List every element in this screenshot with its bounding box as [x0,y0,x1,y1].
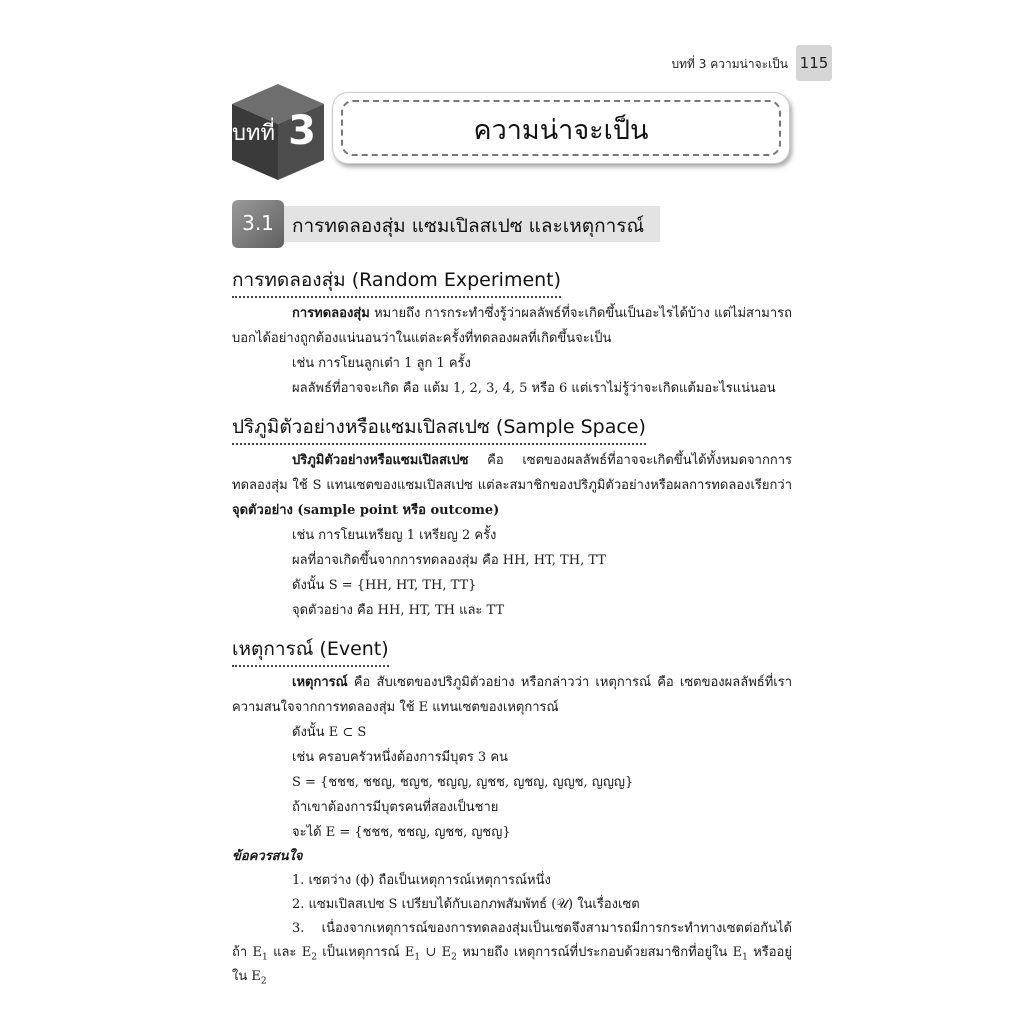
sample-space-outcomes: ผลที่อาจเกิดขึ้นจากการทดลองสุ่ม คือ HH, HT, TH, TT [292,553,606,568]
sample-space-therefore: ดังนั้น S = {HH, HT, TH, TT} [292,578,477,593]
section-number: 3.1 [242,211,274,235]
event-therefore: ดังนั้น E ⊂ S [292,725,367,740]
heading-event: เหตุการณ์ (Event) [232,634,389,667]
text: ใน E [232,969,261,984]
page-number: 115 [796,45,832,81]
subscript: 1 [262,952,268,961]
def-text: หมายถึง การกระทำซึ่งรู้ว่าผลลัพธ์ที่จะเกิดขึ้นเป็นอะไรได้บ้าง แต่ไม่สามารถ [369,306,792,321]
def-text: คือ เซตของผลลัพธ์ที่อาจจะเกิดขึ้นได้ทั้งหมดจากการ [468,453,792,468]
chapter-title: ความน่าจะเป็น [473,115,649,146]
subscript: 1 [414,952,421,961]
text: และ E [267,945,312,960]
event-s-set: S = {ชชช, ชชญ, ชญช, ชญญ, ญชช, ญชญ, ญญช, ญญญ} [292,775,634,790]
sample-space-example: เช่น การโยนเหรียญ 1 เหรียญ 2 ครั้ง [292,528,497,543]
sample-space-point-line [232,499,499,520]
notes-item-3-line1: 3. เนื่องจากเหตุการณ์ของการทดลองสุ่มเป็นเซตจึงสามารถมีการกระทำทางเซตต่อกันได้ [292,921,792,936]
sample-point-english: (sample point หรือ outcome) [292,503,500,518]
term-sample-point: จุดตัวอย่าง [232,503,293,518]
text: ∪ E [420,945,452,960]
random-experiment-def-line2: บอกได้อย่างถูกต้องแน่นอนว่าในแต่ละครั้งที่ทดลองผลที่เกิดขึ้นจะเป็น [232,331,612,346]
random-experiment-outcome: ผลลัพธ์ที่อาจจะเกิด คือ แต้ม 1, 2, 3, 4, 5 หรือ 6 แต่เราไม่รู้ว่าจะเกิดแต้มอะไรแน่นอน [292,381,776,396]
event-def-line2: ความสนใจจากการทดลองสุ่ม ใช้ E แทนเซตของเหตุการณ์ [232,700,559,715]
section-title: การทดลองสุ่ม แซมเปิลสเปซ และเหตุการณ์ [292,215,645,237]
chapter-number: 3 [288,108,316,154]
subscript: 2 [451,952,457,961]
term-sample-space: ปริภูมิตัวอย่างหรือแซมเปิลสเปซ [292,453,469,468]
text: หรืออยู่ [747,945,792,960]
notes-heading: ข้อควรสนใจ [232,849,303,864]
heading-sample-space: ปริภูมิตัวอย่างหรือแซมเปิลสเปซ (Sample Space) [232,412,646,445]
sample-space-points: จุดตัวอย่าง คือ HH, HT, TH และ TT [292,603,505,618]
running-header-title: บทที่ 3 ความน่าจะเป็น [671,57,788,71]
notes-item-2: 2. แซมเปิลสเปซ S เปรียบได้กับเอกภพสัมพัทธ์ (𝒰) ในเรื่องเซต [292,897,640,912]
text: เป็นเหตุการณ์ E [316,945,415,960]
event-def-line1 [292,671,792,691]
sample-space-def-line2: ทดลองสุ่ม ใช้ S แทนเซตของแซมเปิลสเปซ แต่ละสมาชิกของปริภูมิตัวอย่างหรือผลการทดลองเรียกว่า [232,478,792,493]
term-event: เหตุการณ์ [292,675,348,690]
def-text: คือ สับเซตของปริภูมิตัวอย่าง หรือกล่าวว่า เหตุการณ์ คือ เซตของผลลัพธ์ที่เรา [353,675,792,690]
text: หมายถึง เหตุการณ์ที่ประกอบด้วยสมาชิกที่อยู่ใน E [456,945,743,960]
notes-item-1: 1. เซตว่าง (ϕ) ถือเป็นเหตุการณ์เหตุการณ์หนึ่ง [292,873,551,888]
heading-random-experiment: การทดลองสุ่ม (Random Experiment) [232,265,561,298]
subscript: 2 [260,976,267,987]
event-e-set: จะได้ E = {ชชช, ชชญ, ญชช, ญชญ} [292,825,511,840]
chapter-label: บทที่ [232,121,275,146]
event-condition: ถ้าเขาต้องการมีบุตรคนที่สองเป็นชาย [292,800,499,815]
notes-item-3-line2 [232,941,792,961]
notes-item-3-line3 [232,965,267,987]
random-experiment-def-line1 [292,302,792,322]
term-random-experiment: การทดลองสุ่ม [292,306,370,321]
event-example: เช่น ครอบครัวหนึ่งต้องการมีบุตร 3 คน [292,750,508,765]
text: ถ้า E [232,945,262,960]
subscript: 2 [311,952,317,961]
random-experiment-example: เช่น การโยนลูกเต๋า 1 ลูก 1 ครั้ง [292,356,471,371]
subscript: 1 [742,952,748,961]
sample-space-def-line1 [292,449,792,469]
